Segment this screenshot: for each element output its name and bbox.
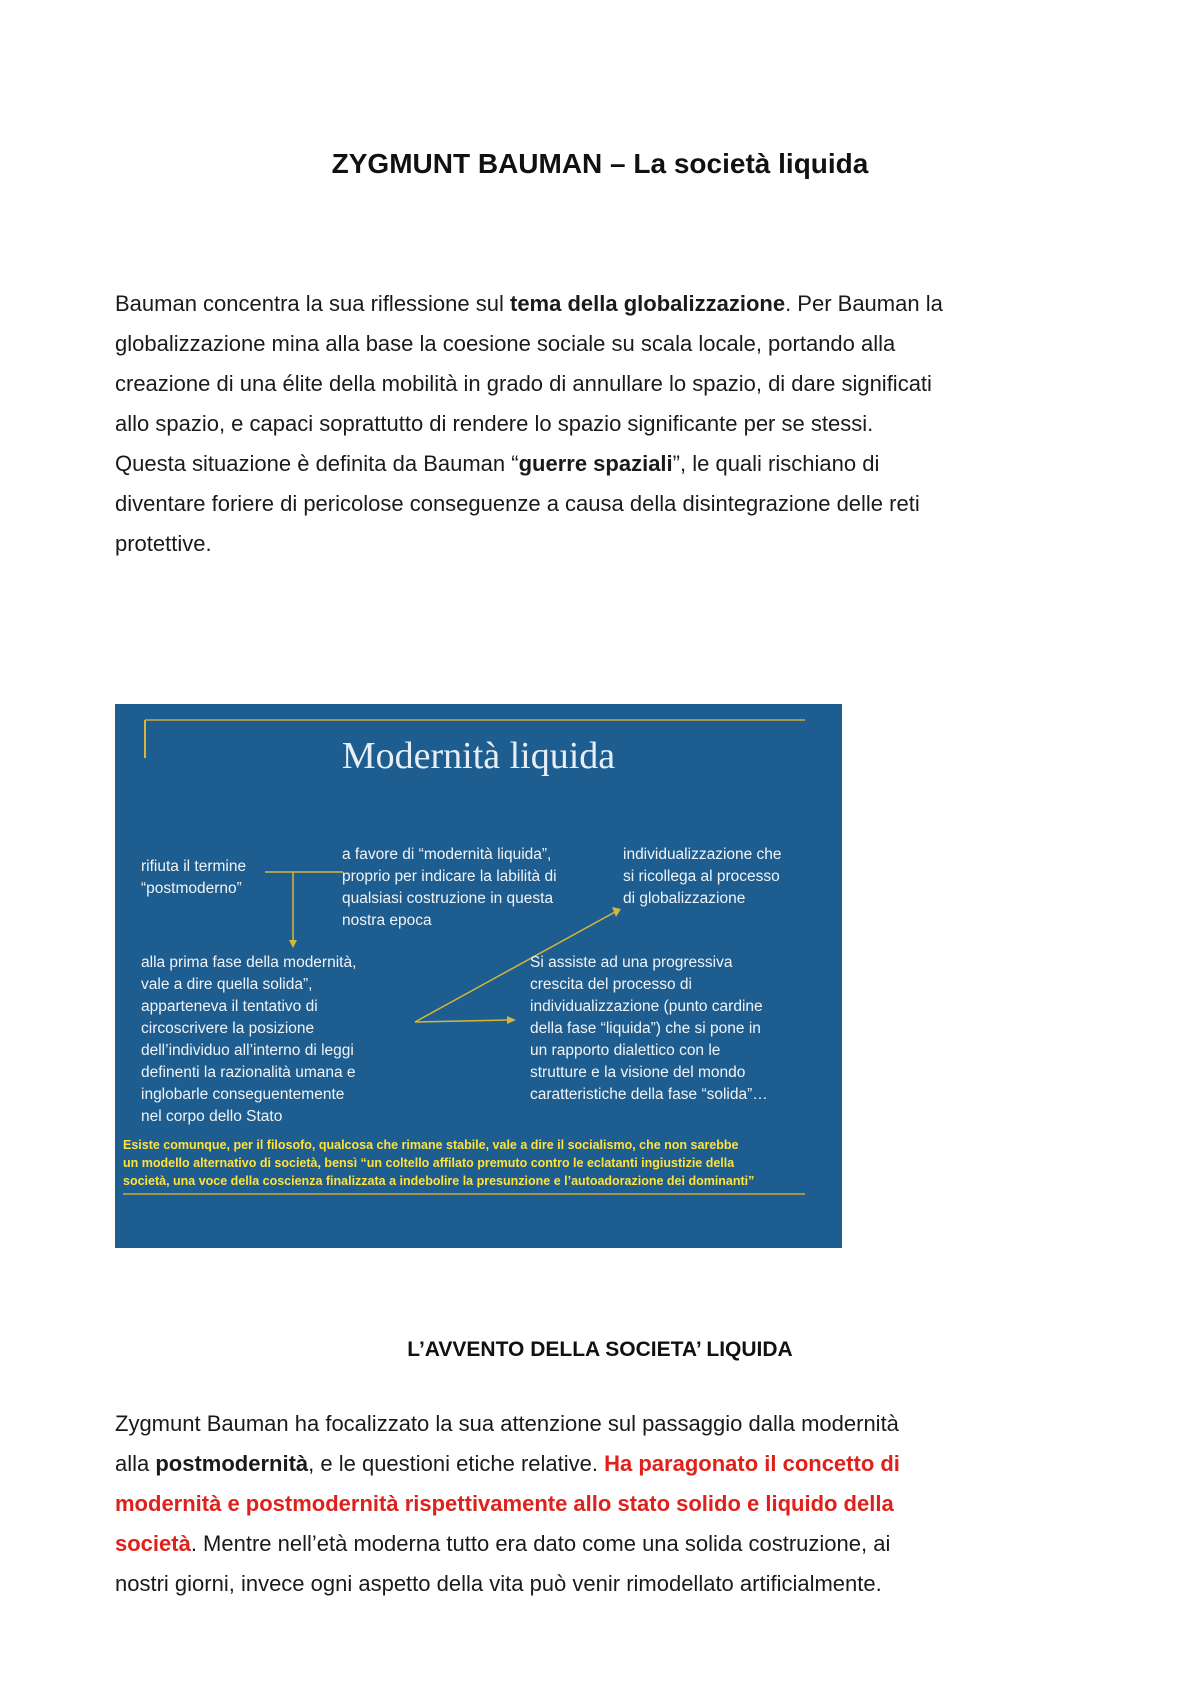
slide-image — [115, 704, 842, 1248]
slide-title: Modernità liquida — [341, 735, 616, 777]
text-line: Questa situazione è definita da Bauman “guerre spaziali”, le quali rischiano di — [115, 451, 880, 476]
bold-term: postmodernità — [155, 1451, 309, 1476]
text-line: nostri giorni, invece ogni aspetto della vita può venir rimodellato artificialmente. — [115, 1571, 882, 1596]
text-line: diventare foriere di pericolose conseguenze a causa della disintegrazione delle reti — [115, 491, 920, 516]
text-line: allo spazio, e capaci soprattutto di rendere lo spazio significante per se stessi. — [115, 411, 874, 436]
paragraph-section — [115, 1404, 1105, 1604]
text-line: società. Mentre nell’età moderna tutto era dato come una solida costruzione, ai — [115, 1531, 891, 1556]
bold-term: guerre spaziali — [518, 451, 673, 476]
slide-text-box: alla prima fase della modernità, vale a dire quella solida”, apparteneva il tentativo di circoscrivere la posizione dell’individuo all’interno di leggi definenti la razionalità umana e inglobarle conseguentemente nel corpo dello Stato — [141, 954, 357, 1125]
section-heading: L’AVVENTO DELLA SOCIETA’ LIQUIDA — [407, 1338, 793, 1361]
paragraph-intro — [115, 284, 1105, 564]
bold-term: tema della globalizzazione — [510, 291, 786, 316]
highlighted-text: società — [115, 1531, 191, 1556]
highlighted-text: modernità e postmodernità rispettivamente allo stato solido e liquido della — [115, 1491, 894, 1516]
text-line: Zygmunt Bauman ha focalizzato la sua attenzione sul passaggio dalla modernità — [115, 1411, 899, 1436]
text-line: protettive. — [115, 531, 212, 556]
text-line: Bauman concentra la sua riflessione sul tema della globalizzazione. Per Bauman la — [115, 291, 943, 316]
slide-highlight-text: Esiste comunque, per il filosofo, qualcosa che rimane stabile, vale a dire il socialismo, che non sarebbe un modello alternativo di società, bensì “un coltello affilato premuto contro le eclatanti ingiustizie della società, una voce della coscienza finalizzata a indebolire la presunzione e l’autoadorazione dei dominanti” — [123, 1138, 755, 1188]
slide-text-box: individualizzazione che si ricollega al processo di globalizzazione — [623, 846, 782, 907]
slide-text-box: rifiuta il termine “postmoderno” — [141, 858, 247, 897]
text-line — [115, 1484, 1105, 1524]
text-line: creazione di una élite della mobilità in grado di annullare lo spazio, di dare significati — [115, 371, 932, 396]
slide-text-box: a favore di “modernità liquida”, proprio per indicare la labilità di qualsiasi costruzione in questa nostra epoca — [342, 846, 557, 929]
text-line: globalizzazione mina alla base la coesione sociale su scala locale, portando alla — [115, 331, 896, 356]
text-line: alla postmodernità, e le questioni etiche relative. Ha paragonato il concetto di — [115, 1451, 900, 1476]
highlighted-text: Ha paragonato il concetto di — [604, 1451, 900, 1476]
document-title: ZYGMUNT BAUMAN – La società liquida — [331, 148, 869, 179]
slide-text-box: Si assiste ad una progressiva crescita del processo di individualizzazione (punto cardine della fase “liquida”) che si pone in un rapporto dialettico con le strutture e la visione del mondo caratteristiche della fase “solida”… — [530, 954, 768, 1103]
